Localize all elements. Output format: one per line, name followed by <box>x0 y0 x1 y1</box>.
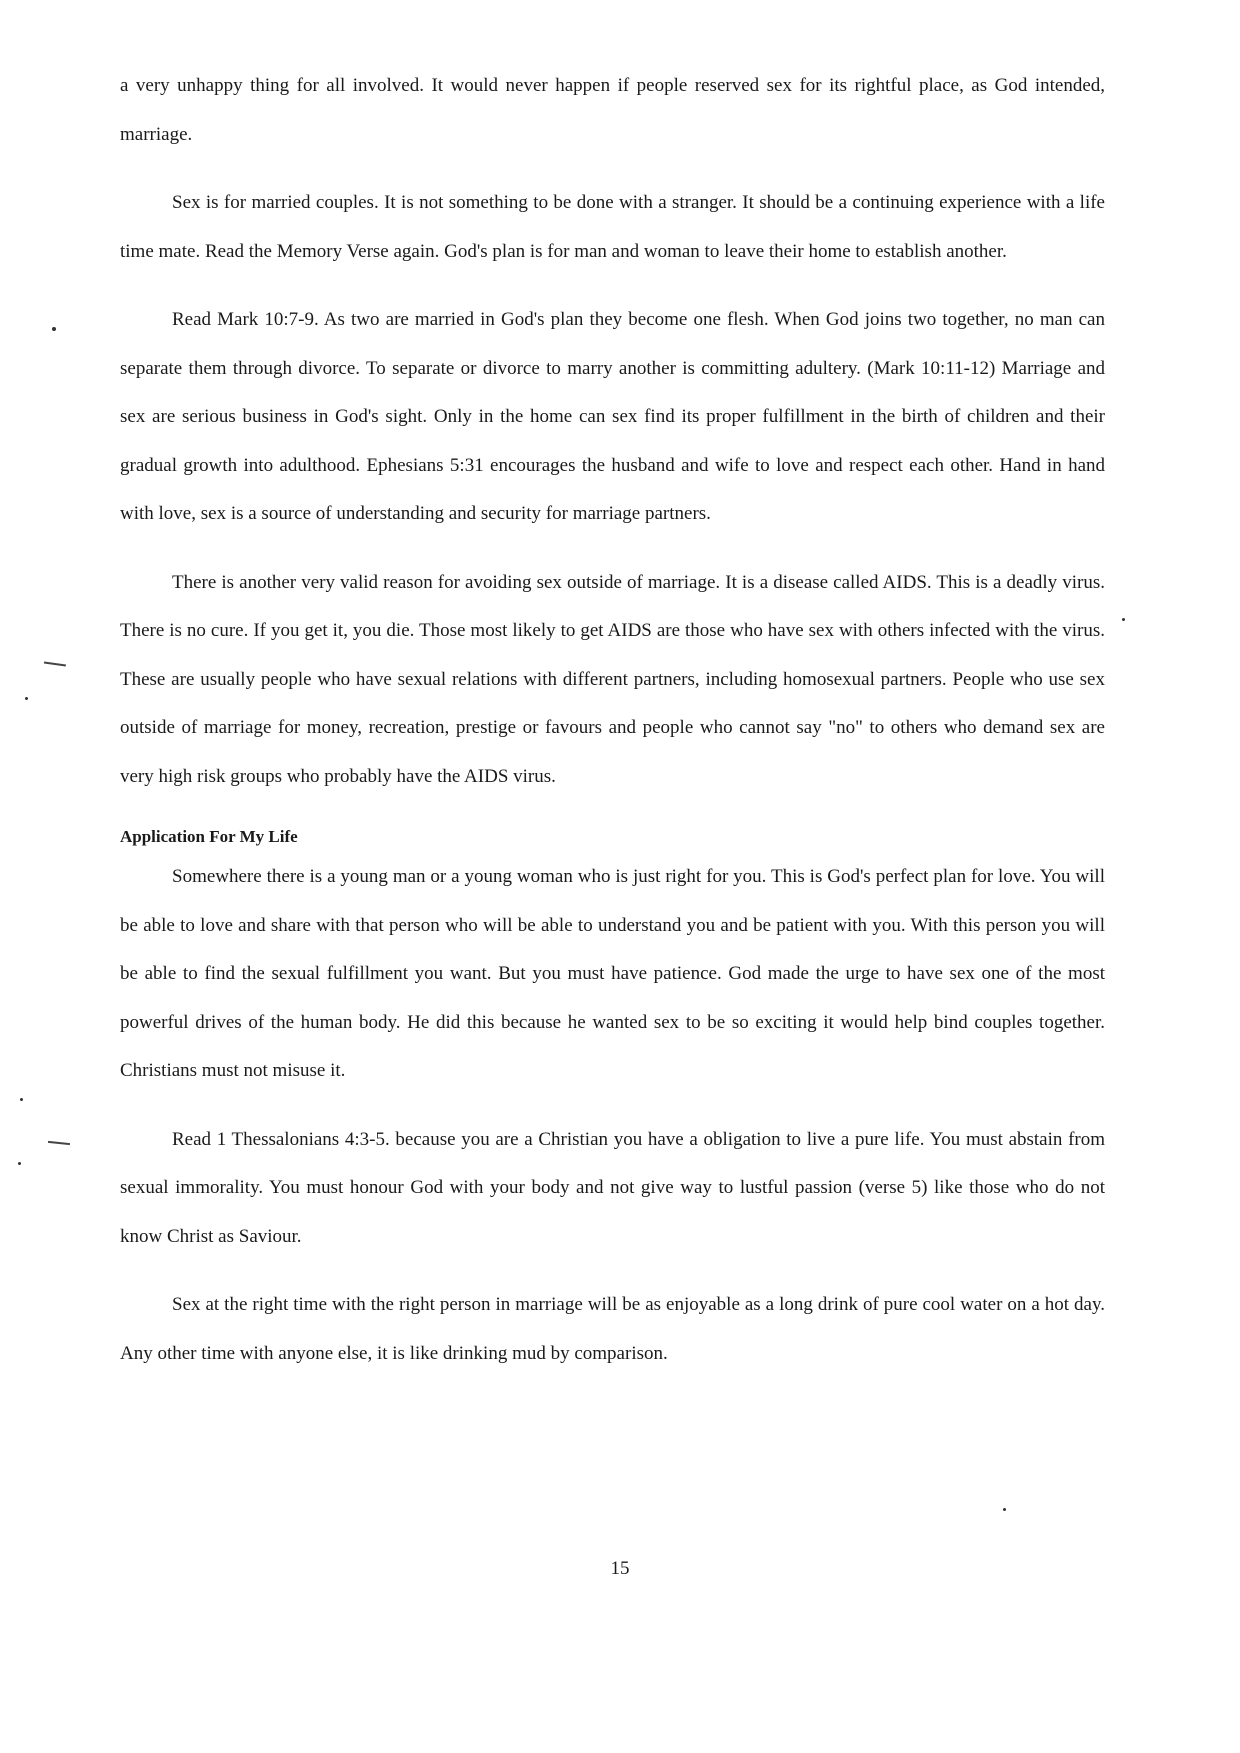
scan-speck <box>52 327 56 331</box>
scan-speck <box>1122 618 1125 621</box>
scan-speck <box>25 697 28 700</box>
scan-speck <box>18 1162 21 1165</box>
scan-speck <box>20 1098 23 1101</box>
paragraph-aids: There is another very valid reason for avoiding sex outside of marriage. It is a disease called AIDS. This is a deadly virus. There is no cure. If you get it, you die. Those most likely to get AIDS are those who have sex with others infected with the virus. These are usually people who have sexual relations with different partners, including homosexual partners. People who use sex outside of marriage for money, recreation, prestige or favours and people who cannot say "no" to others who demand sex are very high risk groups who probably have the AIDS virus. <box>120 571 1105 787</box>
paragraph-married-couples: Sex is for married couples. It is not something to be done with a stranger. It should be a continuing experience with a life time mate. Read the Memory Verse again. God's plan is for man and woman to leave their home to establish another. <box>120 192 1105 262</box>
page-body <box>120 62 1105 1398</box>
page-number: 15 <box>610 1558 630 1579</box>
section-heading: Application For My Life <box>120 827 298 846</box>
paragraph-right-time: Sex at the right time with the right person in marriage will be as enjoyable as a long drink of pure cool water on a hot day. Any other time with anyone else, it is like drinking mud by comparison. <box>120 1294 1105 1364</box>
scan-mark <box>48 1141 70 1145</box>
paragraph-thessalonians: Read 1 Thessalonians 4:3-5. because you are a Christian you have a obligation to live a pure life. You must abstain from sexual immorality. You must honour God with your body and not give way to lustful passion (verse 5) like those who do not know Christ as Saviour. <box>120 1128 1105 1247</box>
paragraph-perfect-plan: Somewhere there is a young man or a young woman who is just right for you. This is God's perfect plan for love. You will be able to love and share with that person who will be able to understand you and be patient with you. With this person you will be able to find the sexual fulfillment you want. But you must have patience. God made the urge to have sex one of the most powerful drives of the human body. He did this because he wanted sex to be so exciting it would help bind couples together. Christians must not misuse it. <box>120 866 1105 1081</box>
scan-mark <box>44 661 66 666</box>
paragraph-continuation: a very unhappy thing for all involved. It would never happen if people reserved sex for its rightful place, as God intended, marriage. <box>120 75 1105 145</box>
scan-speck <box>1003 1508 1006 1511</box>
paragraph-mark-10: Read Mark 10:7-9. As two are married in God's plan they become one flesh. When God joins two together, no man can separate them through divorce. To separate or divorce to marry another is committing adultery. (Mark 10:11-12) Marriage and sex are serious business in God's sight. Only in the home can sex find its proper fulfillment in the birth of children and their gradual growth into adulthood. Ephesians 5:31 encourages the husband and wife to love and respect each other. Hand in hand with love, sex is a source of understanding and security for marriage partners. <box>120 309 1105 524</box>
